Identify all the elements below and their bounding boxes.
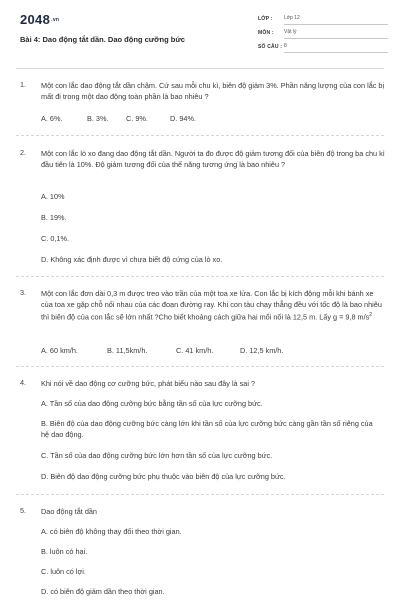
question-number: 4. xyxy=(20,378,27,387)
question-count-label: SỐ CÂU : xyxy=(258,44,283,50)
lesson-title: Bài 4: Dao động tắt dần. Dao động cưỡng bức xyxy=(20,35,185,44)
worksheet-meta xyxy=(258,14,388,56)
option-d[interactable]: D. Không xác định được vì chưa biết độ cứng của lò xo. xyxy=(41,255,223,264)
option-b[interactable]: B. 3%. xyxy=(87,114,109,123)
option-a[interactable]: A. có biên độ không thay đổi theo thời gian. xyxy=(41,527,182,536)
question-count-value: 8 xyxy=(284,43,388,53)
worksheet-header xyxy=(0,0,400,62)
class-value: Lớp 12 xyxy=(284,15,388,25)
subject-label: MÔN : xyxy=(258,30,274,36)
question-text: Dao động tắt dần xyxy=(41,507,97,516)
question-divider xyxy=(16,135,384,136)
option-b[interactable]: B. luôn có hại. xyxy=(41,547,88,556)
site-logo[interactable] xyxy=(20,12,59,27)
logo-suffix: .vn xyxy=(51,17,60,23)
subject-value: Vật lý xyxy=(284,29,388,39)
option-d[interactable]: D. có biên độ giảm dần theo thời gian. xyxy=(41,587,165,596)
option-a[interactable]: A. 60 km/h. xyxy=(41,346,78,355)
option-c[interactable]: C. 41 km/h. xyxy=(176,346,214,355)
subject-row xyxy=(258,28,388,42)
option-a[interactable]: A. 6%. xyxy=(41,114,63,123)
option-c[interactable]: C. 0,1%. xyxy=(41,234,69,243)
question-divider xyxy=(16,276,384,277)
question-number: 2. xyxy=(20,148,27,157)
option-c[interactable]: C. luôn có lợi. xyxy=(41,567,86,576)
logo-text: 2048 xyxy=(20,12,51,27)
option-d[interactable]: D. Biên độ dao động cưỡng bức phụ thuộc vào biên độ của lực cưỡng bức. xyxy=(41,472,286,481)
option-b[interactable]: B. 11,5km/h. xyxy=(107,346,148,355)
question-text: Khi nói về dao động cơ cưỡng bức, phát biểu nào sau đây là sai ? xyxy=(41,379,256,388)
question-text-body: Một con lắc đơn dài 0,3 m được treo vào trần của một toa xe lửa. Con lắc bị kích động mỗi khi bánh xe của toa xe gặp chỗ nối nhau của các đoạn đường ray. Khi con tàu chạy thẳng đều với tốc độ là bao nhiêu thì biên độ của con lắc sẽ lớn nhất ?Cho biết khoảng cách giữa hai mối nối là 12,5 m. Lấy g = 9,8 m/s xyxy=(41,289,382,322)
class-label: LỚP : xyxy=(258,16,273,22)
question-text: Một con lắc lò xo đang dao động tắt dần. Người ta đo được độ giảm tương đối của biên độ trong ba chu kì đầu tiên là 10%. Độ giảm tương đối của thế năng tương ứng là bao nhiêu ? xyxy=(41,149,385,170)
unit-exponent: 2 xyxy=(369,312,373,319)
question-divider xyxy=(16,494,384,495)
question-number: 3. xyxy=(20,288,27,297)
option-c[interactable]: C. 9%. xyxy=(126,114,148,123)
header-divider xyxy=(16,68,384,69)
class-row xyxy=(258,14,388,28)
question-number: 5. xyxy=(20,506,27,515)
option-d[interactable]: D. 94%. xyxy=(170,114,196,123)
question-text xyxy=(41,288,386,323)
count-row xyxy=(258,42,388,56)
option-d[interactable]: D. 12,5 km/h. xyxy=(240,346,284,355)
question-divider xyxy=(16,366,384,367)
option-a[interactable]: A. 10% xyxy=(41,192,65,201)
option-a[interactable]: A. Tần số của dao động cưỡng bức bằng tần số của lực cưỡng bức. xyxy=(41,399,263,408)
option-b[interactable]: B. 19%. xyxy=(41,213,67,222)
option-b[interactable]: B. Biên độ của dao động cưỡng bức càng lớn khi tần số của lực cưỡng bức càng gần tần số riêng của hệ dao động. xyxy=(41,419,373,440)
question-text: Một con lắc dao động tắt dần chậm. Cứ sau mỗi chu kì, biên độ giảm 3%. Phần năng lượng của con lắc bị mất đi trong một dao động toàn phần là bao nhiêu ? xyxy=(41,81,385,102)
option-c[interactable]: C. Tần số của dao động cưỡng bức lớn hơn tần số của lực cưỡng bức. xyxy=(41,451,273,460)
question-number: 1. xyxy=(20,80,27,89)
